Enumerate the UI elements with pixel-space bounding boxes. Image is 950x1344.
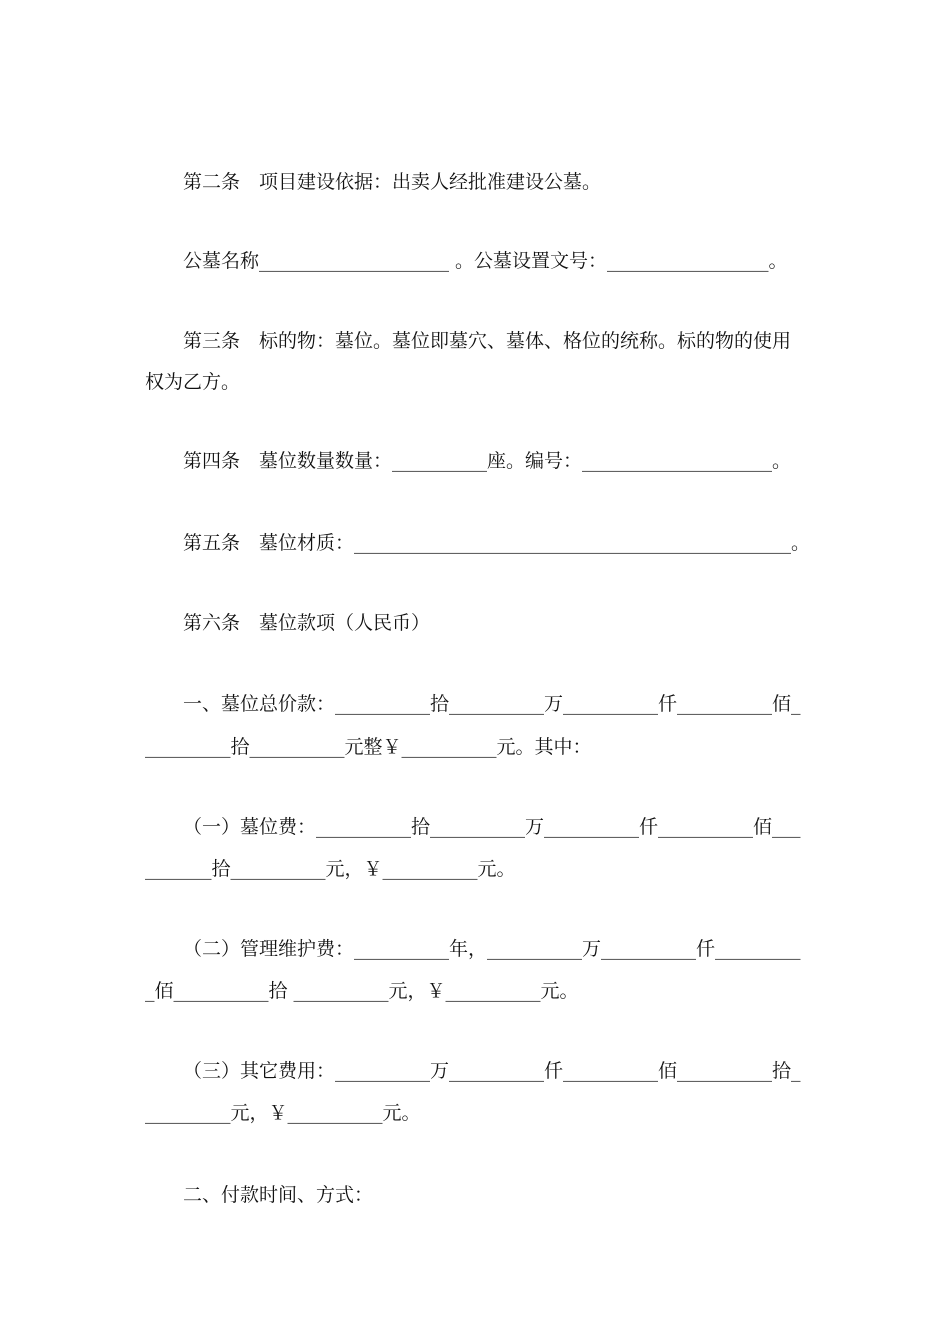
plot-fee-cont: _______拾__________元，￥__________元。 bbox=[145, 858, 516, 880]
other-fee-cont: _________元，￥__________元。 bbox=[145, 1102, 421, 1124]
article-6: 第六条 墓位款项（人民币） bbox=[183, 612, 431, 634]
total-price-line: 一、墓位总价款：__________拾__________万__________仟__________佰_ bbox=[183, 693, 801, 715]
total-price-cont: _________拾__________元整￥__________元。其中： bbox=[145, 736, 592, 758]
article-3-cont: 权为乙方。 bbox=[145, 371, 241, 393]
article-2: 第二条 项目建设依据：出卖人经批准建设公墓。 bbox=[183, 171, 602, 193]
article-5: 第五条 墓位材质：______________________________________________。 bbox=[183, 532, 811, 554]
maintenance-fee-line: （二）管理维护费：__________年，__________万__________仟_________ bbox=[183, 938, 801, 960]
other-fee-line: （三）其它费用：__________万__________仟__________佰__________拾_ bbox=[183, 1060, 801, 1082]
payment-heading: 二、付款时间、方式： bbox=[183, 1184, 374, 1206]
plot-fee-line: （一）墓位费：__________拾__________万__________仟__________佰___ bbox=[183, 816, 801, 838]
article-4: 第四条 墓位数量数量：__________座。编号：____________________。 bbox=[183, 450, 792, 472]
cemetery-name-line: 公墓名称____________________ 。公墓设置文号：_________________。 bbox=[183, 250, 788, 272]
maintenance-fee-cont: _佰__________拾 __________元，￥__________元。 bbox=[145, 980, 579, 1002]
article-3: 第三条 标的物：墓位。墓位即墓穴、墓体、格位的统称。标的物的使用 bbox=[183, 330, 792, 352]
